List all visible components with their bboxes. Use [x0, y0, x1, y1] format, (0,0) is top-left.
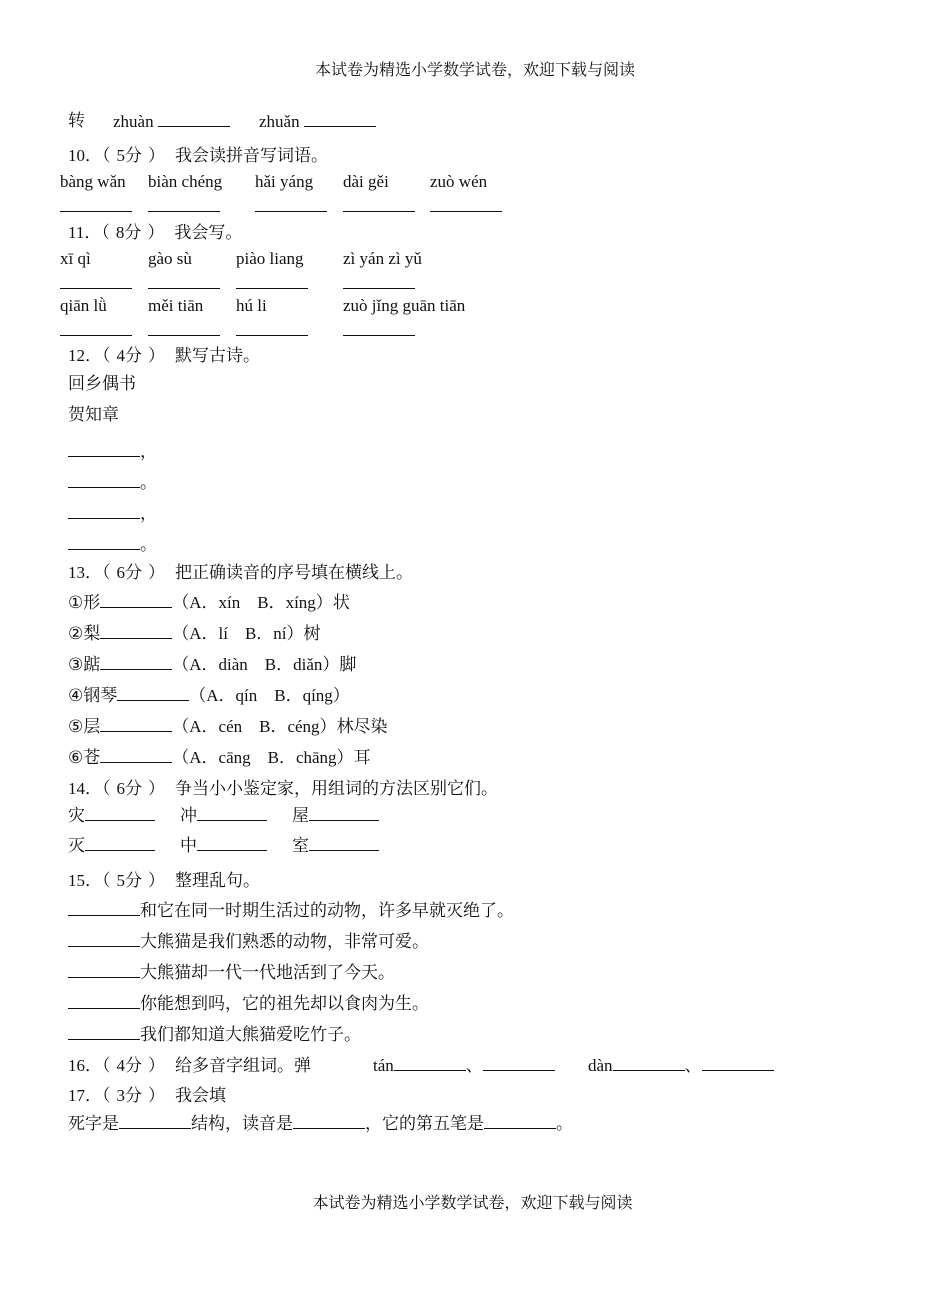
q13-item-suffix: 林尽染 [336, 717, 388, 737]
answer-blank[interactable] [613, 1069, 685, 1071]
q14-pair [292, 835, 379, 857]
q12-heading [68, 345, 260, 367]
q17-part-1: 死字是 [68, 1114, 119, 1134]
q10-score: 5分 [116, 146, 142, 165]
q17-title: 我会填 [175, 1086, 226, 1106]
poem-line-3 [68, 503, 157, 525]
answer-blank[interactable] [394, 1069, 466, 1071]
poem-line-2 [68, 472, 157, 494]
q10-title: 我会读拼音写词语。 [175, 146, 328, 166]
answer-blank[interactable] [158, 125, 230, 127]
q16-number: 16．（ [68, 1056, 111, 1075]
answer-blank[interactable] [255, 211, 327, 212]
answer-blank[interactable] [100, 606, 172, 608]
answer-blank[interactable] [68, 486, 140, 488]
answer-blank[interactable] [343, 335, 415, 336]
q13-item [68, 654, 356, 676]
poem-title: 回乡偶书 [68, 374, 136, 394]
q15-item [68, 962, 395, 984]
q9-pinyin-1 [113, 111, 230, 133]
q14-char: 冲 [180, 806, 197, 826]
q14-pair [68, 835, 155, 857]
q11-word-r2-0: qiān lǜ [60, 296, 107, 315]
q14-char: 中 [180, 836, 197, 856]
q14-char: 屋 [292, 806, 309, 826]
q9-pinyin-2-text: zhuǎn [259, 112, 300, 131]
q15-close: ） [148, 871, 165, 890]
q11-score: 8分 [115, 223, 142, 242]
q16-group-2 [588, 1055, 774, 1077]
answer-blank[interactable] [148, 335, 220, 336]
poem-punct: 。 [140, 535, 157, 555]
q15-sentence: 我们都知道大熊猫爱吃竹子。 [140, 1025, 361, 1045]
q13-item [68, 592, 350, 614]
q11-number: 11．（ [68, 223, 110, 242]
q17-close: ） [148, 1086, 165, 1105]
answer-blank[interactable] [483, 1069, 555, 1071]
answer-blank[interactable] [68, 455, 140, 457]
poem-author: 贺知章 [68, 405, 119, 425]
q13-item-word: ①形 [68, 593, 101, 613]
q16-score: 4分 [116, 1056, 142, 1075]
q14-score: 6分 [116, 779, 142, 798]
q13-item-options: （A．xín B．xíng） [172, 593, 333, 612]
q14-title: 争当小小鉴定家，用组词的方法区别它们。 [175, 779, 498, 799]
q13-item-options: （A．cén B．céng） [172, 717, 337, 736]
q14-heading [68, 778, 498, 800]
q10-word-0: bàng wǎn [60, 172, 126, 191]
answer-blank[interactable] [236, 335, 308, 336]
answer-blank[interactable] [430, 211, 502, 212]
q16-title: 给多音字组词。弹 [175, 1056, 311, 1076]
q14-number: 14．（ [68, 779, 111, 798]
q13-item [68, 685, 350, 707]
q13-item [68, 623, 321, 645]
q16-heading [68, 1055, 311, 1077]
q13-item-options: （A．lí B．ní） [172, 624, 304, 643]
q13-item-word: ②梨 [68, 624, 101, 644]
q15-heading [68, 870, 260, 892]
q14-pair [292, 805, 379, 827]
answer-blank[interactable] [100, 761, 172, 763]
poem-line-4 [68, 534, 157, 556]
q14-pair [180, 835, 267, 857]
q10-heading [68, 145, 328, 167]
q13-item-suffix: 树 [303, 624, 321, 644]
q10-number: 10．（ [68, 146, 111, 165]
answer-blank[interactable] [68, 517, 140, 519]
answer-blank[interactable] [236, 288, 308, 289]
answer-blank[interactable] [68, 914, 140, 916]
q13-item-suffix: 耳 [353, 748, 371, 768]
q13-item-options: （A．diàn B．diǎn） [172, 655, 340, 674]
q15-item [68, 900, 514, 922]
answer-blank[interactable] [484, 1127, 556, 1129]
q13-item-suffix: 脚 [339, 655, 357, 675]
q14-char: 室 [292, 836, 309, 856]
answer-blank[interactable] [85, 849, 155, 851]
answer-blank[interactable] [309, 849, 379, 851]
q15-sentence: 大熊猫却一代一代地活到了今天。 [140, 963, 395, 983]
q14-close: ） [148, 779, 165, 798]
q13-item [68, 747, 371, 769]
q11-word-r1-2: piào liang [236, 249, 304, 268]
q10-word-2: hǎi yáng [255, 172, 314, 191]
q13-item-word: ⑥苍 [68, 748, 101, 768]
q13-item-options: （A．qín B．qíng） [189, 686, 350, 705]
q15-item [68, 993, 429, 1015]
q16-group-1 [373, 1055, 555, 1077]
q13-close: ） [148, 563, 165, 582]
q11-word-r1-0: xī qì [60, 249, 91, 268]
answer-blank[interactable] [702, 1069, 774, 1071]
q11-word-r2-1: měi tiān [148, 296, 204, 315]
answer-blank[interactable] [68, 1038, 140, 1040]
q17-part-3: ，它的第五笔是 [365, 1114, 484, 1134]
q15-item [68, 931, 429, 953]
q17-heading [68, 1085, 226, 1107]
answer-blank[interactable] [100, 668, 172, 670]
q12-close: ） [148, 346, 165, 365]
q15-sentence: 你能想到吗，它的祖先却以食肉为生。 [140, 994, 429, 1014]
answer-blank[interactable] [148, 211, 220, 212]
answer-blank[interactable] [85, 819, 155, 821]
answer-blank[interactable] [60, 288, 132, 289]
q11-title: 我会写。 [174, 223, 243, 243]
q11-heading [68, 222, 242, 244]
q13-item [68, 716, 388, 738]
page-footer: 本试卷为精选小学数学试卷，欢迎下载与阅读 [312, 1193, 633, 1212]
poem-punct: ， [140, 504, 157, 524]
q13-item-options: （A．cāng B．chāng） [172, 748, 354, 767]
q13-item-word: ③踮 [68, 655, 101, 675]
q15-item [68, 1024, 361, 1046]
answer-blank[interactable] [68, 945, 140, 947]
poem-punct: ， [140, 442, 157, 462]
answer-blank[interactable] [60, 335, 132, 336]
q13-number: 13．（ [68, 563, 111, 582]
q15-sentence: 和它在同一时期生活过的动物，许多早就灭绝了。 [140, 901, 514, 921]
q17-sentence [68, 1113, 573, 1135]
q9-pinyin-1-text: zhuàn [113, 112, 154, 131]
answer-blank[interactable] [119, 1127, 191, 1129]
answer-blank[interactable] [68, 548, 140, 550]
poem-punct: 。 [140, 473, 157, 493]
q17-part-2: 结构，读音是 [191, 1114, 293, 1134]
answer-blank[interactable] [343, 288, 415, 289]
q16-pinyin-1: tán [373, 1056, 394, 1075]
q11-close: ） [147, 223, 165, 242]
q17-part-4: 。 [556, 1114, 573, 1134]
q12-number: 12．（ [68, 346, 111, 365]
q14-char: 灭 [68, 836, 85, 856]
q10-word-1: biàn chéng [148, 172, 223, 191]
q11-word-r1-3: zì yán zì yǔ [343, 249, 422, 268]
q14-char: 灾 [68, 806, 85, 826]
answer-blank[interactable] [100, 730, 172, 732]
q17-score: 3分 [116, 1086, 142, 1105]
answer-blank[interactable] [197, 819, 267, 821]
answer-blank[interactable] [293, 1127, 365, 1129]
q10-word-4: zuò wén [430, 172, 488, 191]
q15-score: 5分 [116, 871, 142, 890]
answer-blank[interactable] [68, 1007, 140, 1009]
q13-heading [68, 562, 413, 584]
q13-item-word: ⑤层 [68, 717, 101, 737]
q16-sep: 、 [684, 1056, 702, 1075]
page-header: 本试卷为精选小学数学试卷，欢迎下载与阅读 [314, 60, 635, 79]
q13-item-suffix: 状 [332, 593, 350, 613]
q15-number: 15．（ [68, 871, 111, 890]
q15-title: 整理乱句。 [175, 871, 260, 891]
q17-number: 17．（ [68, 1086, 111, 1105]
q14-pair [180, 805, 267, 827]
q9-char: 转 [68, 111, 85, 131]
q13-score: 6分 [116, 563, 142, 582]
q13-title: 把正确读音的序号填在横线上。 [175, 563, 413, 583]
q16-close: ） [148, 1056, 165, 1075]
q15-sentence: 大熊猫是我们熟悉的动物，非常可爱。 [140, 932, 429, 952]
answer-blank[interactable] [117, 699, 189, 701]
q11-word-r1-1: gào sù [148, 249, 192, 268]
answer-blank[interactable] [100, 637, 172, 639]
q9-pinyin-2 [259, 111, 376, 133]
answer-blank[interactable] [68, 976, 140, 978]
q11-word-r2-3: zuò jǐng guān tiān [343, 296, 466, 315]
answer-blank[interactable] [197, 849, 267, 851]
q10-word-3: dài gěi [343, 172, 389, 191]
answer-blank[interactable] [309, 819, 379, 821]
q10-close: ） [148, 146, 165, 165]
q16-sep: 、 [465, 1056, 483, 1075]
answer-blank[interactable] [60, 211, 132, 212]
q12-score: 4分 [116, 346, 142, 365]
answer-blank[interactable] [304, 125, 376, 127]
answer-blank[interactable] [343, 211, 415, 212]
q13-item-word: ④钢琴 [68, 686, 118, 706]
q12-title: 默写古诗。 [175, 346, 260, 366]
answer-blank[interactable] [148, 288, 220, 289]
q14-pair [68, 805, 155, 827]
poem-line-1 [68, 441, 157, 463]
q11-word-r2-2: hú li [236, 296, 267, 315]
q16-pinyin-2: dàn [588, 1056, 613, 1075]
